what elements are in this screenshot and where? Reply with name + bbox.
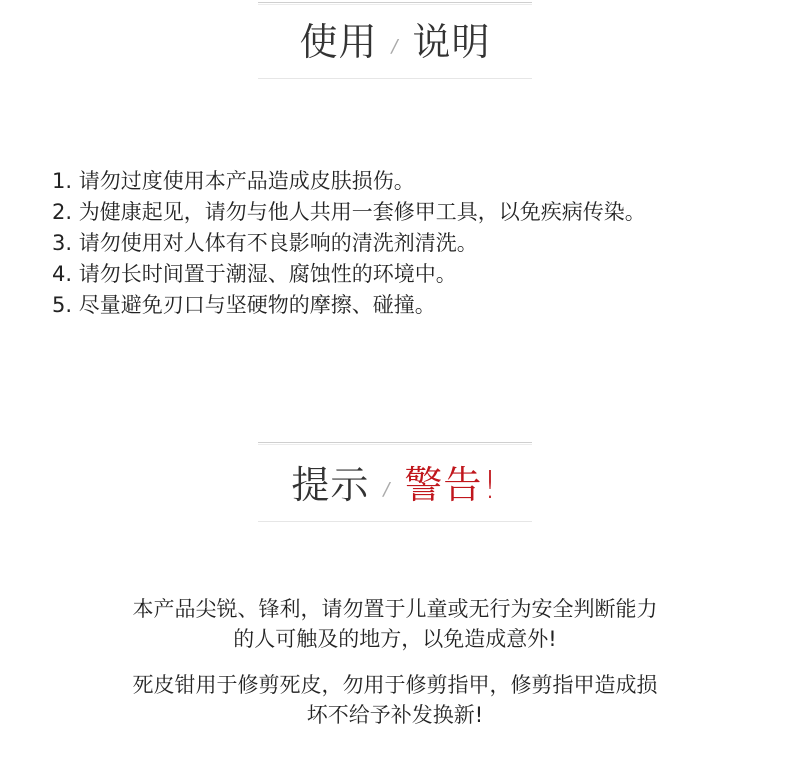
instruction-item: 5. 尽量避免刃口与坚硬物的摩擦、碰撞。: [52, 293, 436, 317]
instruction-item: 3. 请勿使用对人体有不良影响的清洗剂清洗。: [52, 231, 478, 255]
usage-header-bottom-rule: [258, 78, 532, 79]
usage-instructions-list: [52, 166, 752, 321]
title-separator: /: [383, 478, 391, 500]
usage-title-left: 使用: [299, 20, 378, 64]
warning-title-right: 警告!: [404, 463, 499, 507]
warning-paragraph-children: [40, 594, 750, 654]
warning-paragraph-1-line-2: 的人可触及的地方，以免造成意外!: [233, 627, 557, 651]
instruction-item: 4. 请勿长时间置于潮湿、腐蚀性的环境中。: [52, 262, 457, 286]
warning-paragraph-2-line-1: 死皮钳用于修剪死皮，勿用于修剪指甲，修剪指甲造成损: [132, 673, 658, 697]
instruction-item: 2. 为健康起见，请勿与他人共用一套修甲工具，以免疾病传染。: [52, 200, 646, 224]
warning-paragraph-2-line-2: 坏不给予补发换新!: [306, 703, 484, 727]
warning-header-bottom-rule: [258, 521, 532, 522]
warning-header-title: [258, 462, 532, 511]
warning-header-top-rule: [258, 442, 532, 445]
usage-header-title: [258, 19, 532, 68]
warning-paragraph-cuticle: [40, 670, 750, 730]
instruction-item: 1. 请勿过度使用本产品造成皮肤损伤。: [52, 169, 415, 193]
usage-title-right: 说明: [412, 20, 491, 64]
title-separator: /: [391, 35, 399, 57]
warning-title-left: 提示: [291, 463, 370, 507]
usage-header-top-rule: [258, 2, 532, 5]
warning-paragraph-1-line-1: 本产品尖锐、锋利，请勿置于儿童或无行为安全判断能力: [132, 597, 658, 621]
